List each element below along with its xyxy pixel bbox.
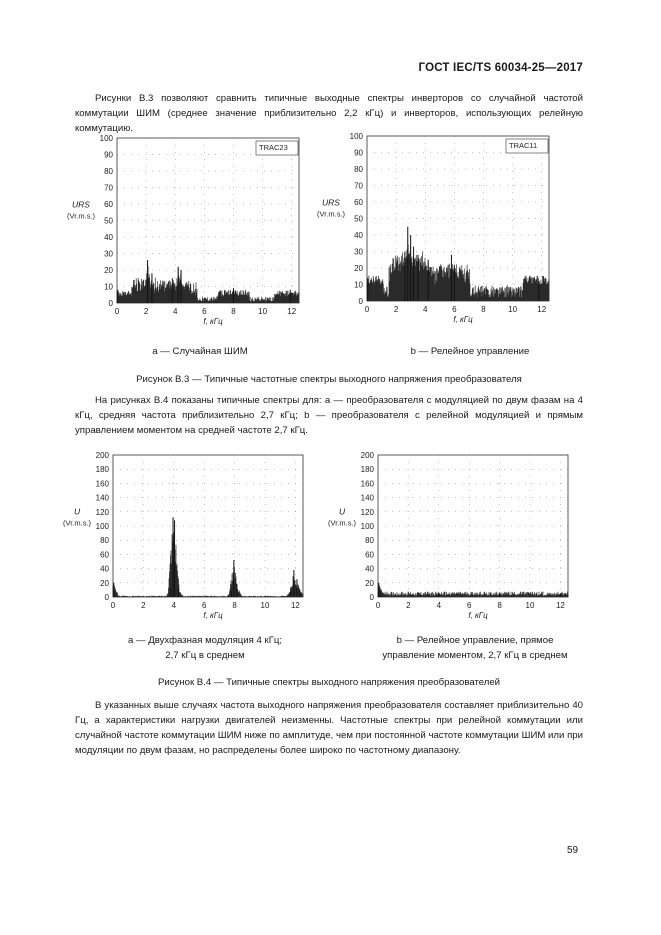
x-tick-label: 4 [173, 307, 178, 316]
y-tick-label: 90 [104, 150, 113, 160]
y-tick-label: 0 [104, 593, 109, 602]
x-axis-label: f, кГц [203, 317, 223, 326]
y-tick-label: 200 [360, 451, 374, 460]
y-axis-unit: (Vr.m.s.) [66, 211, 96, 221]
y-tick-label: 160 [95, 479, 109, 489]
x-tick-label: 6 [201, 601, 207, 610]
y-tick-label: 60 [365, 550, 374, 560]
x-tick-label: 10 [508, 305, 518, 314]
y-tick-label: 0 [108, 299, 113, 308]
x-tick-label: 0 [114, 307, 120, 316]
x-tick-label: 0 [110, 601, 116, 610]
fig4-caption: Рисунок В.4 — Типичные спектры выходного напряжения преобразователей [157, 677, 501, 688]
y-axis-unit: (Vr.m.s.) [62, 518, 92, 528]
y-tick-label: 40 [100, 564, 109, 574]
chart-random-pwm [67, 134, 299, 326]
y-tick-label: 120 [360, 507, 374, 517]
y-axis-label: U [73, 506, 81, 517]
legend-label: TRAC23 [259, 143, 288, 152]
fig3-caption: Рисунок В.3 — Типичные частотные спектры выходного напряжения преобразователя [136, 374, 522, 385]
x-tick-label: 4 [423, 305, 428, 314]
y-tick-label: 10 [104, 282, 113, 292]
x-tick-label: 12 [287, 307, 297, 316]
fig4-sub-b-line2: управление моментом, 2,7 кГц в среднем [382, 650, 568, 661]
y-tick-label: 100 [99, 134, 113, 143]
x-tick-label: 12 [290, 601, 300, 610]
y-tick-label: 50 [354, 214, 363, 224]
y-tick-label: 60 [354, 198, 363, 207]
fig3-subcaption-b: b — Релейное управление [410, 346, 530, 357]
x-tick-label: 10 [260, 601, 270, 610]
x-tick-label: 2 [141, 601, 146, 610]
x-tick-label: 6 [202, 307, 207, 316]
y-tick-label: 140 [95, 493, 109, 503]
y-tick-label: 70 [354, 181, 363, 191]
x-tick-label: 6 [466, 601, 472, 610]
x-axis-label: f, кГц [468, 611, 488, 620]
x-tick-label: 10 [525, 601, 535, 610]
y-tick-label: 20 [100, 578, 109, 588]
fig3-subcaption-a: a — Случайная ШИМ [152, 346, 248, 357]
y-axis-label: URS [72, 199, 90, 210]
spectrum-series [117, 266, 299, 303]
y-tick-label: 200 [95, 451, 109, 460]
fig4-sub-a-line2: 2,7 кГц в среднем [165, 650, 245, 661]
y-tick-label: 160 [360, 479, 374, 489]
fig4-subcaption-a [100, 633, 310, 663]
y-tick-label: 40 [365, 564, 374, 574]
y-tick-label: 80 [104, 167, 113, 176]
x-tick-label: 0 [375, 601, 381, 610]
y-tick-label: 0 [369, 593, 374, 602]
y-tick-label: 80 [365, 536, 374, 546]
y-tick-label: 0 [358, 297, 363, 306]
intro-paragraph: Рисунки В.3 позволяют сравнить типичные выходные спектры инверторов со случайной частотой коммутации ШИМ (среднее значение приблизительно 2,2 кГц) и инверторов, использующих релейную коммутацию. [75, 93, 583, 134]
x-axis-label: f, кГц [453, 315, 473, 324]
x-axis-label: f, кГц [203, 611, 223, 620]
chart-dtc [328, 451, 568, 620]
x-tick-label: 0 [364, 305, 370, 314]
y-tick-label: 40 [104, 233, 113, 242]
y-axis-label: URS [322, 197, 340, 208]
y-tick-label: 50 [104, 216, 113, 226]
y-tick-label: 80 [100, 536, 109, 546]
spectrum-series [367, 244, 549, 301]
y-tick-label: 180 [95, 465, 109, 475]
y-axis-unit: (Vr.m.s.) [327, 518, 357, 528]
figure-b4 [55, 448, 615, 628]
x-tick-label: 6 [452, 305, 457, 314]
document-header: ГОСТ IEC/TS 60034-25—2017 [418, 62, 583, 74]
y-tick-label: 60 [100, 550, 109, 560]
y-tick-label: 120 [95, 507, 109, 517]
y-tick-label: 100 [95, 522, 109, 531]
y-tick-label: 80 [354, 165, 363, 174]
x-tick-label: 4 [171, 601, 177, 610]
spectrum-series [113, 533, 303, 597]
y-tick-label: 100 [360, 522, 374, 531]
y-tick-label: 20 [354, 264, 363, 273]
legend-label: TRAC11 [509, 141, 538, 150]
y-tick-label: 140 [360, 493, 374, 503]
x-tick-label: 2 [393, 305, 399, 314]
fig4-sub-b-line1: b — Релейное управление, прямое [396, 635, 554, 646]
figure-b3 [55, 128, 615, 368]
x-tick-label: 2 [143, 307, 149, 316]
fig4-sub-a-line1: a — Двухфазная модуляция 4 кГц; [127, 635, 283, 646]
spectrum-series [378, 585, 568, 597]
y-tick-label: 20 [104, 266, 113, 275]
y-tick-label: 60 [104, 200, 113, 209]
x-tick-label: 10 [258, 307, 268, 316]
x-tick-label: 2 [406, 601, 411, 610]
y-tick-label: 90 [354, 148, 363, 158]
chart-two-phase-modulation [63, 451, 303, 620]
fig4-subcaption-b [360, 633, 590, 663]
y-tick-label: 70 [104, 183, 113, 193]
y-axis-label: U [338, 506, 346, 517]
conclusion-paragraph: В указанных выше случаях частота выходного напряжения преобразователя составляет приблизительно 40 Гц, а характеристики нагрузки двигателей неизменны. Частотные спектры при релейной коммутации или случайной частоте коммутации ШИМ ниже по амплитуде, чем при постоянной частоте коммутации ШИМ или при модуляции по двум фазам, но распределены более широко по частотному диапазону. [75, 700, 583, 756]
y-tick-label: 20 [365, 578, 374, 588]
y-tick-label: 40 [354, 231, 363, 240]
x-tick-label: 8 [481, 305, 486, 314]
y-tick-label: 180 [360, 465, 374, 475]
chart-hysteresis [317, 132, 549, 324]
x-tick-label: 8 [231, 307, 236, 316]
y-axis-unit: (Vr.m.s.) [316, 209, 346, 219]
y-tick-label: 10 [354, 280, 363, 290]
figure-b4-intro: На рисунках В.4 показаны типичные спектры для: a — преобразователя с модуляцией по двум фазам на 4 кГц, средняя частота приблизительно 2,7 кГц; b — преобразователя с релейной модуляцией и прямым управлением моментом на средней частоте 2,7 кГц. [75, 395, 583, 436]
x-tick-label: 12 [555, 601, 565, 610]
y-tick-label: 30 [354, 247, 363, 257]
x-tick-label: 8 [497, 601, 502, 610]
x-tick-label: 12 [537, 305, 547, 314]
y-tick-label: 100 [349, 132, 363, 141]
x-tick-label: 8 [232, 601, 237, 610]
y-tick-label: 30 [104, 249, 113, 259]
page-number: 59 [567, 845, 579, 856]
x-tick-label: 4 [436, 601, 442, 610]
